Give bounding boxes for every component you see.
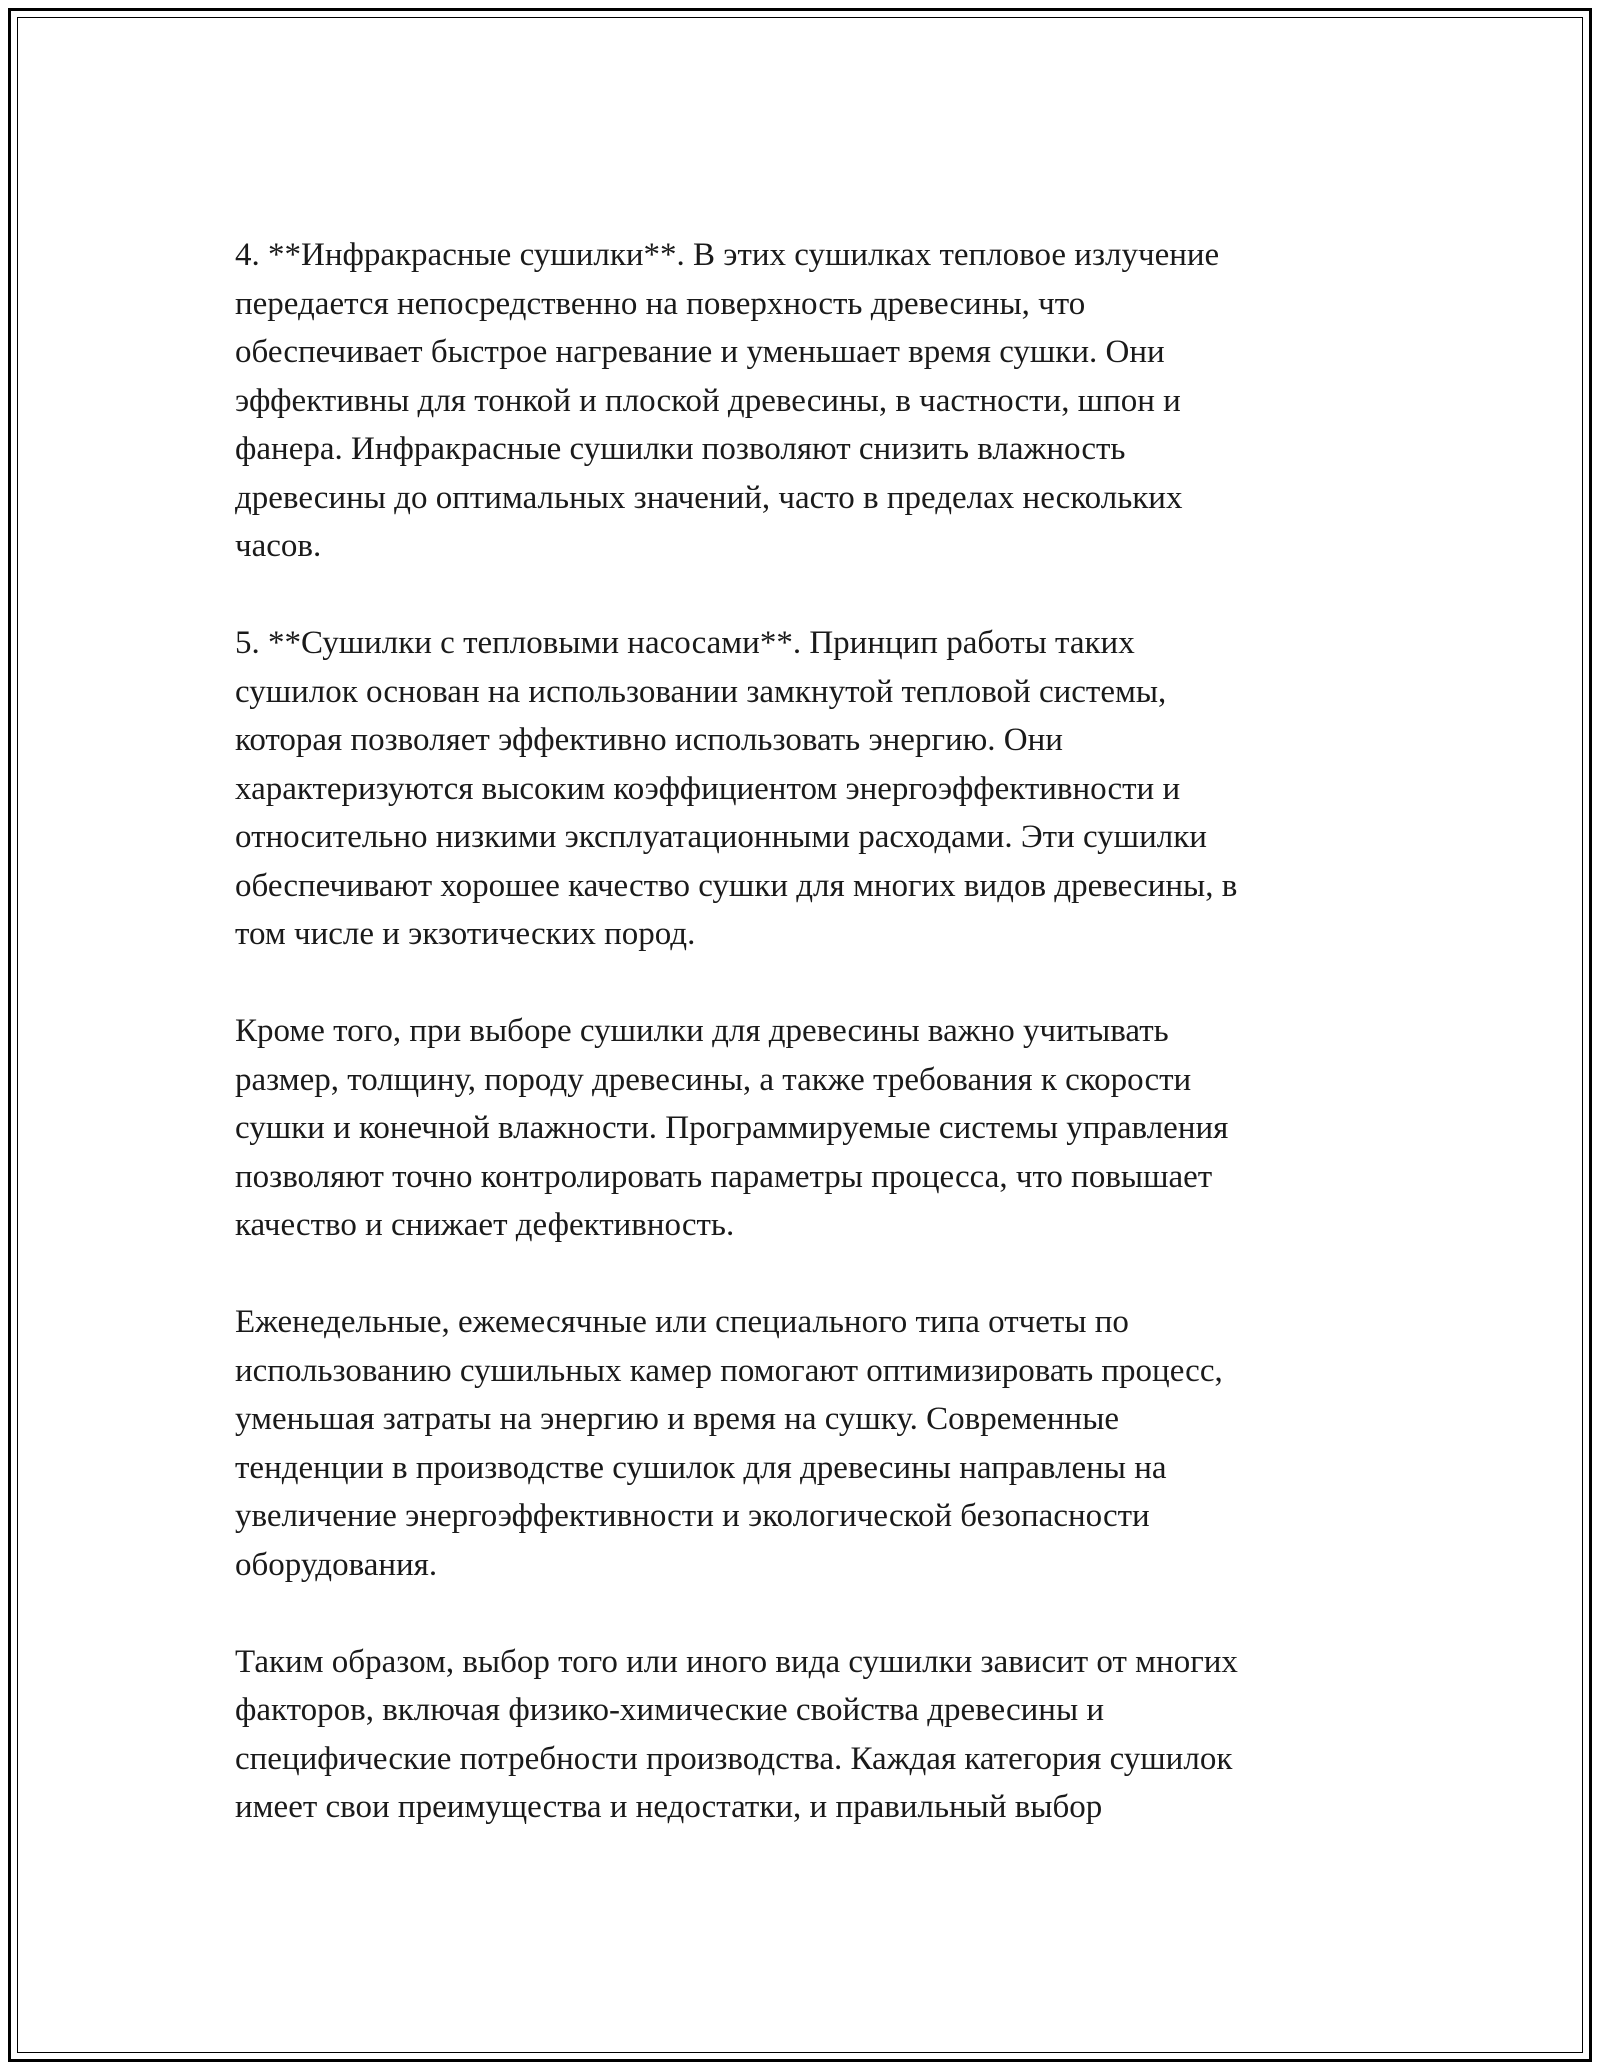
text-line: факторов, включая физико-химические свойства древесины и	[235, 1692, 1105, 1728]
text-line: имеет свои преимущества и недостатки, и правильный выбор	[235, 1789, 1103, 1825]
text-line: размер, толщину, породу древесины, а также требования к скорости	[235, 1061, 1192, 1098]
text-line: Кроме того, при выборе сушилки для древесины важно учитывать	[235, 1013, 1169, 1049]
text-line: фанера. Инфракрасные сушилки позволяют снизить влажность	[235, 431, 1126, 467]
text-line: тенденции в производстве сушилок для древесины направлены на	[235, 1449, 1167, 1486]
text-line: обеспечивает быстрое нагревание и уменьшает время сушки. Они	[235, 334, 1165, 370]
text-line: увеличение энергоэффективности и экологической безопасности	[235, 1498, 1150, 1534]
text-line: относительно низкими эксплуатационными расходами. Эти сушилки	[235, 819, 1207, 855]
text-line: позволяют точно контролировать параметры процесса, что повышает	[235, 1158, 1213, 1195]
text-line: 5. **Сушилки с тепловыми насосами**. Принцип работы таких	[235, 625, 1135, 661]
text-line: Таким образом, выбор того или иного вида сушилки зависит от многих	[235, 1643, 1238, 1680]
text-line: том числе и экзотических пород.	[235, 916, 696, 952]
text-line: уменьшая затраты на энергию и время на сушку. Современные	[235, 1401, 1120, 1437]
text-line: передается непосредственно на поверхность древесины, что	[235, 285, 1086, 322]
text-line: 4. **Инфракрасные сушилки**. В этих сушилках тепловое излучение	[235, 237, 1220, 273]
text-line: сушилок основан на использовании замкнутой тепловой системы,	[235, 673, 1167, 710]
text-line: качество и снижает дефективность.	[235, 1207, 735, 1243]
text-line: сушки и конечной влажности. Программируемые системы управления	[235, 1110, 1229, 1146]
paragraph-conclusion	[235, 1638, 1375, 1832]
paragraph-heat-pump-dryers	[235, 619, 1375, 959]
text-line: использованию сушильных камер помогают оптимизировать процесс,	[235, 1352, 1223, 1389]
text-line: древесины до оптимальных значений, часто в пределах нескольких	[235, 479, 1183, 516]
paragraph-reports-trends	[235, 1298, 1375, 1589]
text-line: часов.	[235, 528, 322, 564]
text-line: характеризуются высоким коэффициентом энергоэффективности и	[235, 770, 1181, 807]
text-line: которая позволяет эффективно использовать энергию. Они	[235, 722, 1063, 758]
text-line: специфические потребности производства. Каждая категория сушилок	[235, 1740, 1233, 1777]
paragraph-selection-criteria	[235, 1007, 1375, 1250]
paragraph-infrared-dryers	[235, 231, 1375, 571]
text-line: обеспечивают хорошее качество сушки для многих видов древесины, в	[235, 867, 1238, 904]
text-line: Еженедельные, ежемесячные или специального типа отчеты по	[235, 1304, 1129, 1340]
text-line: оборудования.	[235, 1546, 438, 1583]
document-body	[235, 231, 1375, 1880]
text-line: эффективны для тонкой и плоской древесины, в частности, шпон и	[235, 382, 1181, 419]
